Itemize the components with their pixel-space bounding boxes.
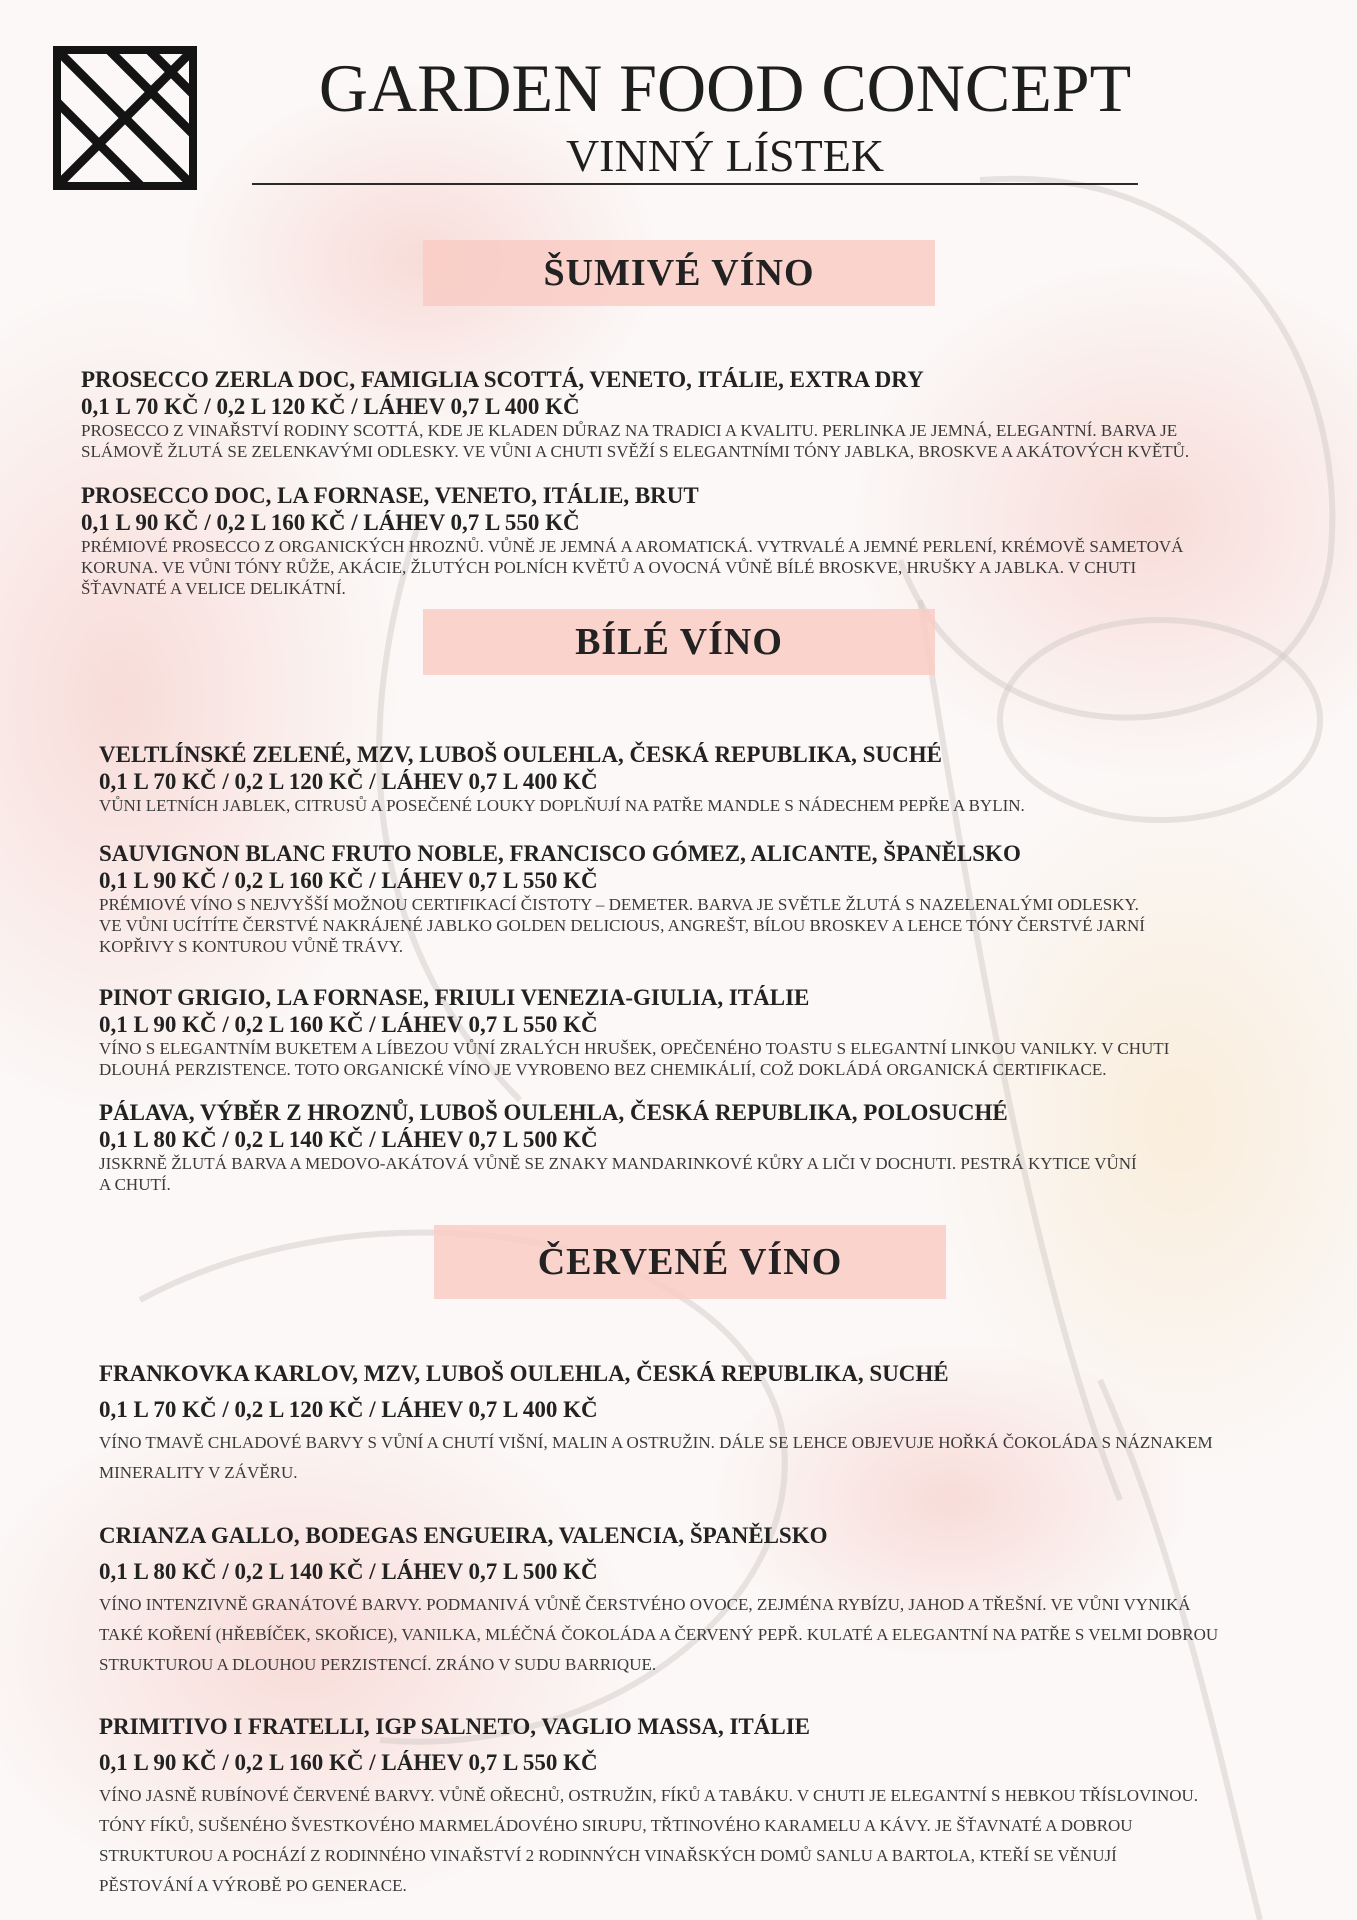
wine-price: 0,1 L 70 KČ / 0,2 L 120 KČ / LÁHEV 0,7 L 400 KČ — [99, 769, 598, 794]
wine-price: 0,1 L 70 KČ / 0,2 L 120 KČ / LÁHEV 0,7 L 400 KČ — [81, 394, 580, 419]
wine-item — [99, 1522, 1319, 1680]
wine-item — [99, 1360, 1319, 1488]
wine-item — [99, 1099, 1299, 1195]
wine-description: VÍNO TMAVĚ CHLADOVÉ BARVY S VŮNÍ A CHUTÍ VIŠNÍ, MALIN A OSTRUŽIN. DÁLE SE LEHCE OBJEVUJE HOŘKÁ ČOKOLÁDA S NÁZNAKEM MINERALITY V ZÁVĚRU. — [99, 1433, 1213, 1482]
restaurant-title: GARDEN FOOD CONCEPT — [318, 50, 1132, 126]
wine-description: JISKRNĚ ŽLUTÁ BARVA A MEDOVO-AKÁTOVÁ VŮNĚ SE ZNAKY MANDARINKOVÉ KŮRY A LIČI V DOCHUTI. PESTRÁ KYTICE VŮNÍ A CHUTÍ. — [99, 1154, 1137, 1194]
wine-price: 0,1 L 90 KČ / 0,2 L 160 KČ / LÁHEV 0,7 L 550 KČ — [99, 1012, 598, 1037]
menu-subtitle: VINNÝ LÍSTEK — [565, 130, 885, 181]
wine-description: VÍNO INTENZIVNĚ GRANÁTOVÉ BARVY. PODMANIVÁ VŮNĚ ČERSTVÉHO OVOCE, ZEJMÉNA RYBÍZU, JAHOD A TŘEŠNÍ. VE VŮNI VYNIKÁ TAKÉ KOŘENÍ (HŘEBÍČEK, SKOŘICE), VANILKA, MLÉČNÁ ČOKOLÁDA A ČERVENÝ PEPŘ. KULATÉ A ELEGANTNÍ NA PATŘE S VELMI DOBROU STRUKTUROU A DLOUHOU PERZISTENCÍ. ZRÁNO V SUDU BARRIQUE. — [99, 1595, 1219, 1674]
section-heading-red: ČERVENÉ VÍNO — [434, 1225, 946, 1299]
wine-price: 0,1 L 80 KČ / 0,2 L 140 KČ / LÁHEV 0,7 L 500 KČ — [99, 1127, 598, 1152]
wine-item — [81, 366, 1281, 462]
wine-name: SAUVIGNON BLANC FRUTO NOBLE, FRANCISCO GÓMEZ, ALICANTE, ŠPANĚLSKO — [99, 841, 1021, 866]
wine-name: PÁLAVA, VÝBĚR Z HROZNŮ, LUBOŠ OULEHLA, ČESKÁ REPUBLIKA, POLOSUCHÉ — [99, 1100, 1008, 1125]
wine-description: VŮNI LETNÍCH JABLEK, CITRUSŮ A POSEČENÉ LOUKY DOPLŇUJÍ NA PATŘE MANDLE S NÁDECHEM PEPŘE A BYLIN. — [99, 796, 1025, 815]
wine-name: FRANKOVKA KARLOV, MZV, LUBOŠ OULEHLA, ČESKÁ REPUBLIKA, SUCHÉ — [99, 1361, 949, 1386]
header-divider — [252, 183, 1138, 185]
wine-price: 0,1 L 90 KČ / 0,2 L 160 KČ / LÁHEV 0,7 L 550 KČ — [99, 868, 598, 893]
wine-name: VELTLÍNSKÉ ZELENÉ, MZV, LUBOŠ OULEHLA, ČESKÁ REPUBLIKA, SUCHÉ — [99, 742, 942, 767]
section-heading-sparkling: ŠUMIVÉ VÍNO — [423, 240, 935, 306]
garden-food-concept-logo — [53, 46, 197, 190]
wine-price: 0,1 L 80 KČ / 0,2 L 140 KČ / LÁHEV 0,7 L 500 KČ — [99, 1559, 598, 1584]
wine-item — [99, 840, 1299, 957]
wine-price: 0,1 L 90 KČ / 0,2 L 160 KČ / LÁHEV 0,7 L 550 KČ — [99, 1750, 598, 1775]
wine-price: 0,1 L 90 KČ / 0,2 L 160 KČ / LÁHEV 0,7 L 550 KČ — [81, 510, 580, 535]
wine-name: PINOT GRIGIO, LA FORNASE, FRIULI VENEZIA-GIULIA, ITÁLIE — [99, 985, 810, 1010]
wine-item — [81, 482, 1281, 599]
wine-name: PROSECCO ZERLA DOC, FAMIGLIA SCOTTÁ, VENETO, ITÁLIE, EXTRA DRY — [81, 367, 924, 392]
wine-name: PROSECCO DOC, LA FORNASE, VENETO, ITÁLIE, BRUT — [81, 483, 699, 508]
wine-description: PRÉMIOVÉ VÍNO S NEJVYŠŠÍ MOŽNOU CERTIFIKACÍ ČISTOTY – DEMETER. BARVA JE SVĚTLE ŽLUTÁ S NAZELENALÝMI ODLESKY. VE VŮNI UCÍTÍTE ČERSTVÉ NAKRÁJENÉ JABLKO GOLDEN DELICIOUS, ANGREŠT, BÍLOU BROSKEV A LEHCE TÓNY ČERSTVÉ JARNÍ KOPŘIVY S KONTUROU VŮNĚ TRÁVY. — [99, 895, 1145, 956]
wine-name: PRIMITIVO I FRATELLI, IGP SALNETO, VAGLIO MASSA, ITÁLIE — [99, 1714, 811, 1739]
wine-description: VÍNO JASNĚ RUBÍNOVÉ ČERVENÉ BARVY. VŮNĚ OŘECHŮ, OSTRUŽIN, FÍKŮ A TABÁKU. V CHUTI JE ELEGANTNÍ S HEBKOU TŘÍSLOVINOU. TÓNY FÍKŮ, SUŠENÉHO ŠVESTKOVÉHO MARMELÁDOVÉHO SIRUPU, TŘTINOVÉHO KARAMELU A KÁVY. JE ŠŤAVNATÉ A DOBROU STRUKTUROU A POCHÁZÍ Z RODINNÉHO VINAŘSTVÍ 2 RODINNÝCH VINAŘSKÝCH DOMŮ SANLU A BARTOLA, KTEŘÍ SE VĚNUJÍ PĚSTOVÁNÍ A VÝROBĚ PO GENERACE. — [99, 1786, 1199, 1895]
wine-name: CRIANZA GALLO, BODEGAS ENGUEIRA, VALENCIA, ŠPANĚLSKO — [99, 1523, 828, 1548]
wine-price: 0,1 L 70 KČ / 0,2 L 120 KČ / LÁHEV 0,7 L 400 KČ — [99, 1397, 598, 1422]
wine-item — [99, 984, 1299, 1080]
wine-item — [99, 741, 1299, 816]
section-heading-white: BÍLÉ VÍNO — [423, 609, 935, 675]
wine-description: PRÉMIOVÉ PROSECCO Z ORGANICKÝCH HROZNŮ. VŮNĚ JE JEMNÁ A AROMATICKÁ. VYTRVALÉ A JEMNÉ PERLENÍ, KRÉMOVĚ SAMETOVÁ KORUNA. VE VŮNI TÓNY RŮŽE, AKÁCIE, ŽLUTÝCH POLNÍCH KVĚTŮ A OVOCNÁ VŮNĚ BÍLÉ BROSKVE, HRUŠKY A JABLKA. V CHUTI ŠŤAVNATÉ A VELICE DELIKÁTNÍ. — [81, 537, 1184, 598]
wine-description: VÍNO S ELEGANTNÍM BUKETEM A LÍBEZOU VŮNÍ ZRALÝCH HRUŠEK, OPEČENÉHO TOASTU S ELEGANTNÍ LINKOU VANILKY. V CHUTI DLOUHÁ PERZISTENCE. TOTO ORGANICKÉ VÍNO JE VYROBENO BEZ CHEMIKÁLIÍ, COŽ DOKLÁDÁ ORGANICKÁ CERTIFIKACE. — [99, 1039, 1170, 1079]
wine-item — [99, 1713, 1319, 1901]
wine-description: PROSECCO Z VINAŘSTVÍ RODINY SCOTTÁ, KDE JE KLADEN DŮRAZ NA TRADICI A KVALITU. PERLINKA JE JEMNÁ, ELEGANTNÍ. BARVA JE SLÁMOVĚ ŽLUTÁ SE ZELENKAVÝMI ODLESKY. VE VŮNI A CHUTI SVĚŽÍ S ELEGANTNÍMI TÓNY JABLKA, BROSKVE A AKÁTOVÝCH KVĚTŮ. — [81, 421, 1190, 461]
